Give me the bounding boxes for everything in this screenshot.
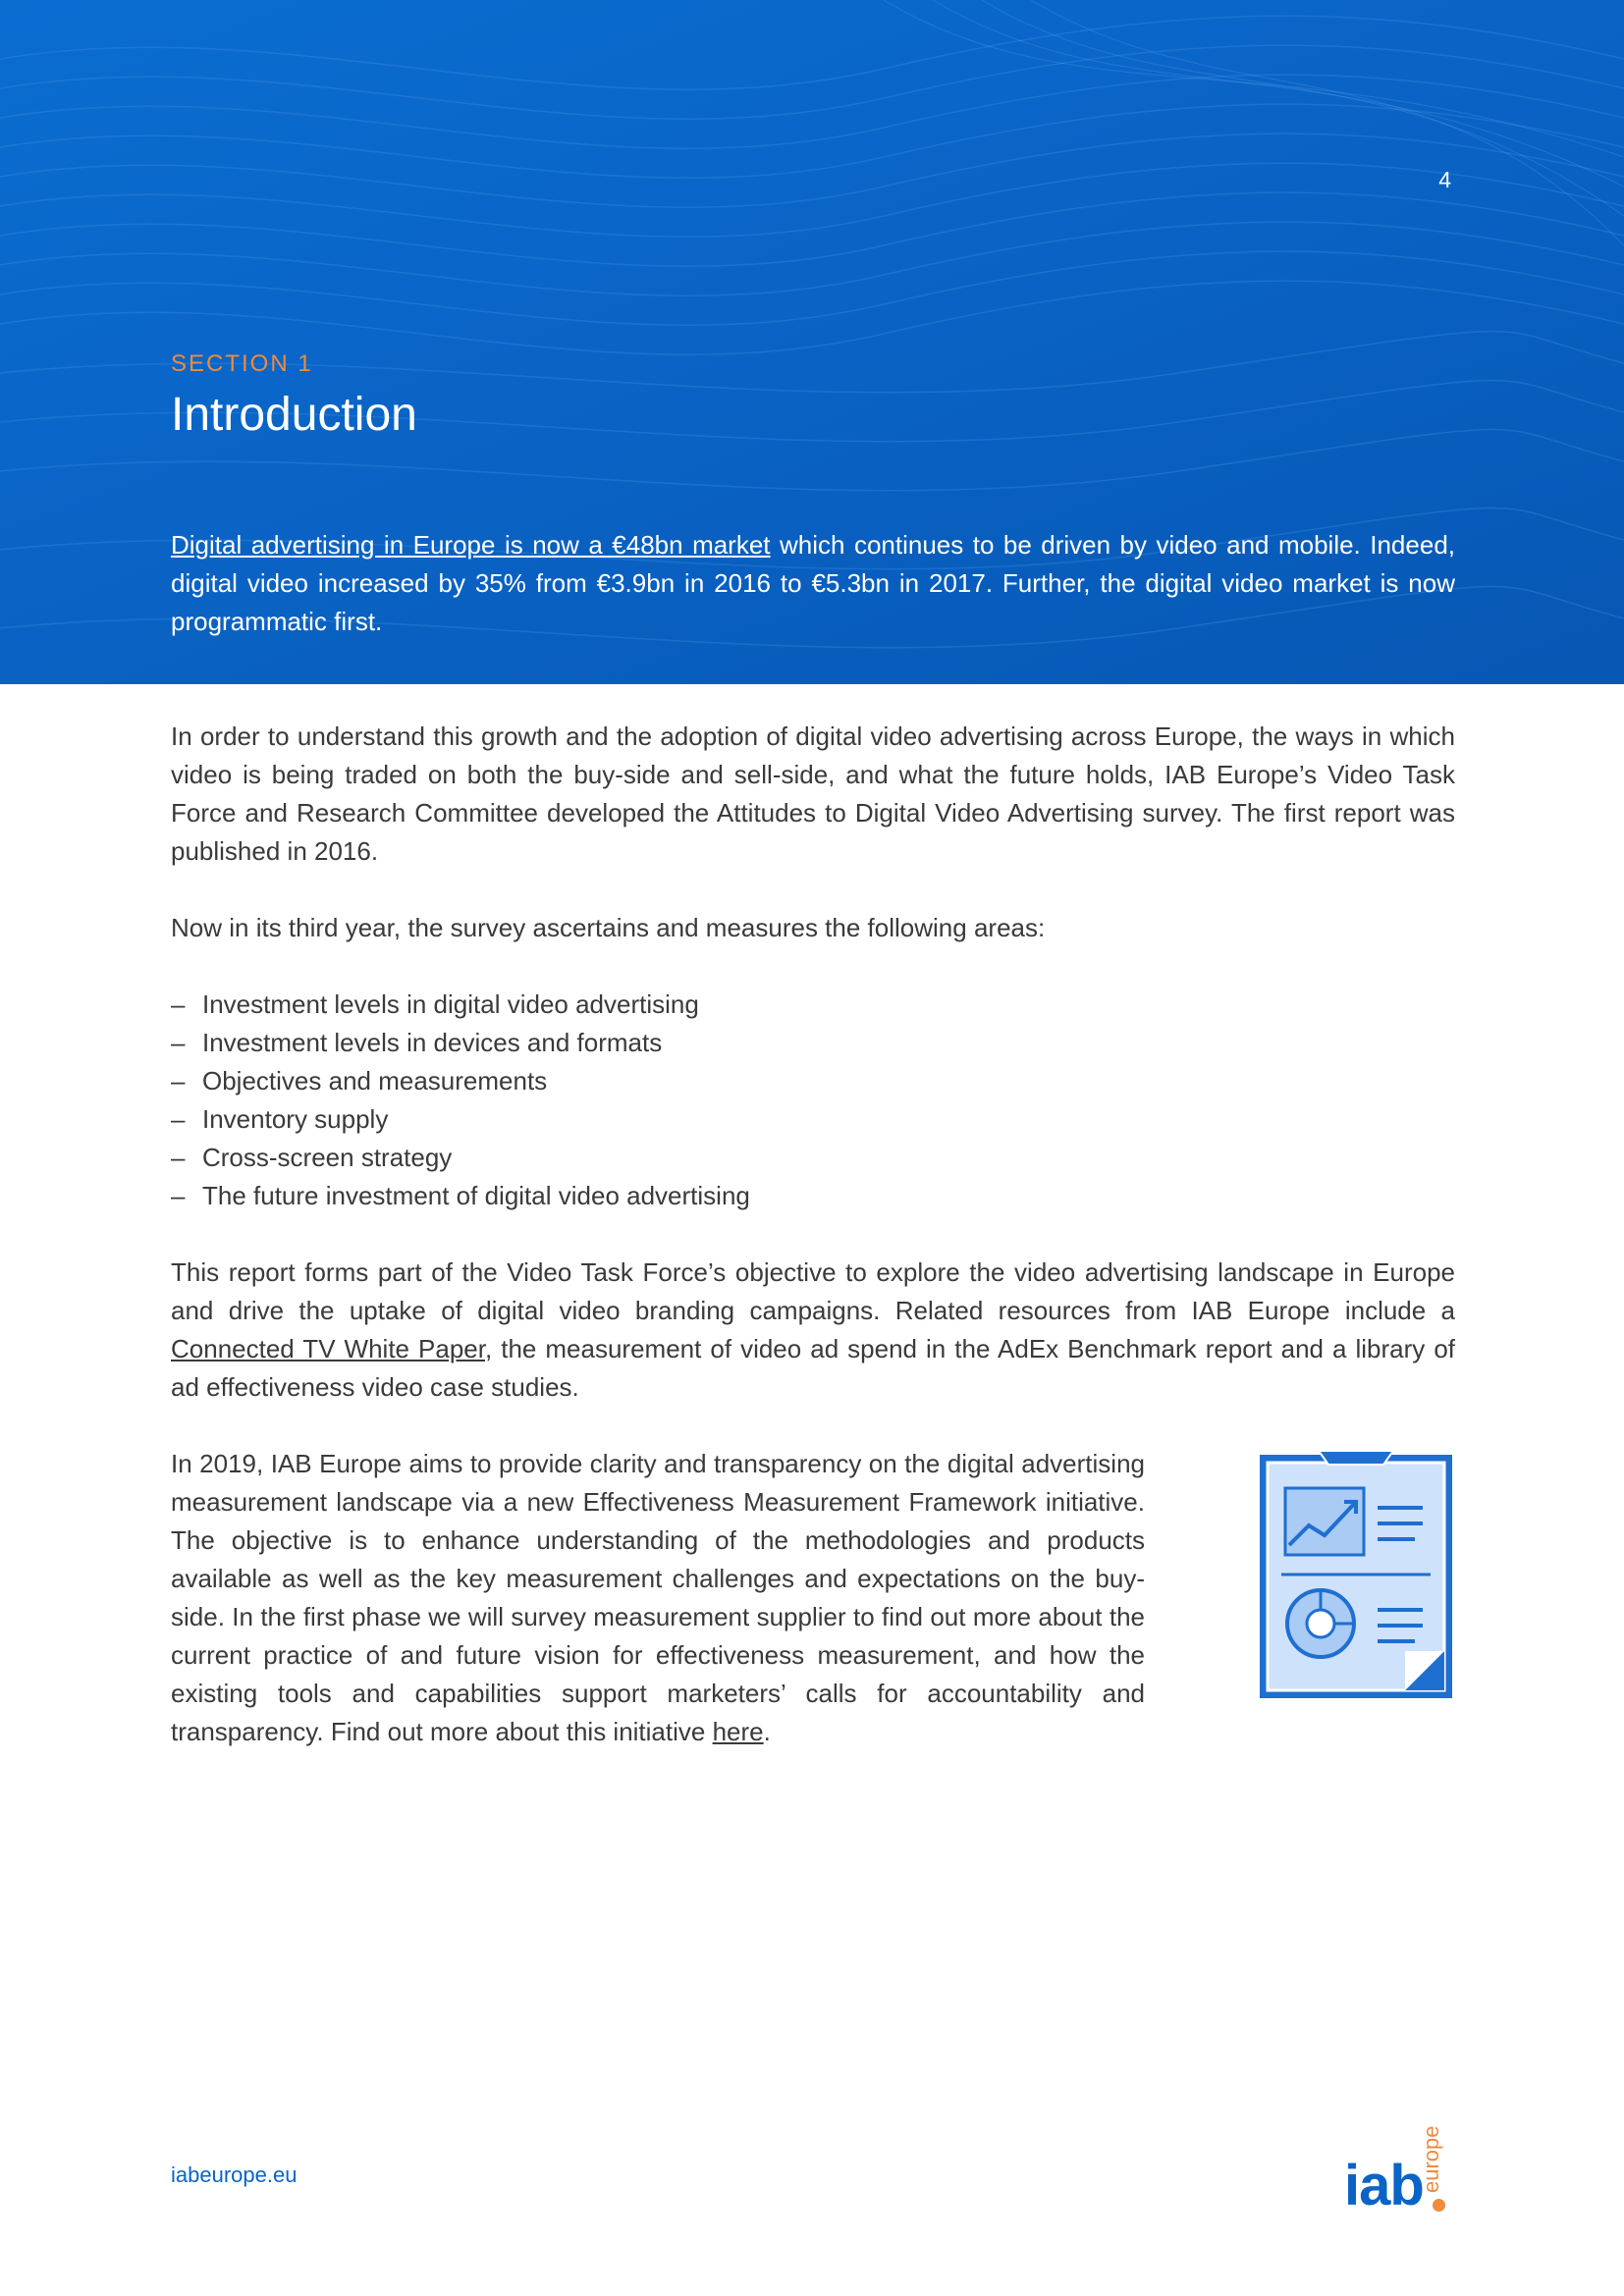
bullet-dash: – (171, 1066, 186, 1095)
initiative-text-after: . (763, 1717, 771, 1746)
list-item-text: Investment levels in digital video advertising (202, 989, 699, 1019)
bullet-dash: – (171, 989, 186, 1019)
logo-europe-text: europe (1419, 2125, 1443, 2193)
market-size-link[interactable]: Digital advertising in Europe is now a €48bn market (171, 530, 771, 560)
list-item-text: Inventory supply (202, 1104, 389, 1134)
resources-text-before: This report forms part of the Video Task Force’s objective to explore the video advertising landscape in Europe and drive the uptake of digital video branding campaigns. Related resources from IAB Europe include a (171, 1257, 1455, 1325)
lead-text: which continues to be driven by video and mobile. Indeed, digital video increased by 35% from €3.9bn in 2016 to €5.3bn in 2017. Further, the digital video market is now programmatic first. (171, 530, 1455, 636)
bullet-dash: – (171, 1181, 186, 1210)
bullet-dash: – (171, 1104, 186, 1134)
bullet-dash: – (171, 1143, 186, 1172)
list-item-text: Investment levels in devices and formats (202, 1028, 663, 1057)
lead-paragraph (171, 526, 1455, 641)
logo-dot-icon (1433, 2199, 1445, 2212)
logo-iab-text: iab (1344, 2154, 1424, 2217)
list-item (171, 1139, 1055, 1177)
page-title: Introduction (171, 389, 417, 441)
areas-intro-paragraph: Now in its third year, the survey ascertains and measures the following areas: (171, 913, 1046, 942)
section-label: SECTION 1 (171, 350, 313, 377)
page-number: 4 (1438, 167, 1451, 192)
initiative-here-link[interactable]: here (712, 1717, 764, 1746)
list-item (171, 1100, 1055, 1139)
resources-text-after: , the measurement of video ad spend in the AdEx Benchmark report and a library of ad effectiveness video case studies. (171, 1334, 1455, 1402)
header-banner (0, 0, 1624, 684)
clipboard-report-icon (1258, 1449, 1454, 1702)
initiative-text-before: In 2019, IAB Europe aims to provide clarity and transparency on the digital advertising measurement landscape via a new Effectiveness Measurement Framework initiative. The objective is to enhance understanding of the methodologies and products available as well as the key measurement challenges and expectations on the buy-side. In the first phase we will survey measurement supplier to find out more about the current practice of and future vision for effectiveness measurement, and how the existing tools and capabilities support marketers’ calls for accountability and transparency. Find out more about this initiative (171, 1449, 1145, 1746)
intro-paragraph: In order to understand this growth and the adoption of digital video advertising across Europe, the ways in which video is being traded on both the buy-side and sell-side, and what the future holds, IAB Europe’s Video Task Force and Research Committee developed the Attitudes to Digital Video Advertising survey. The first report was published in 2016. (171, 721, 1455, 866)
bullet-dash: – (171, 1028, 186, 1057)
list-item (171, 1062, 1055, 1100)
iab-europe-logo (1340, 2120, 1458, 2218)
survey-areas-list (171, 986, 1055, 1215)
list-item (171, 986, 1055, 1024)
initiative-paragraph (171, 1445, 1145, 1751)
footer-website-link[interactable]: iabeurope.eu (171, 2163, 298, 2187)
list-item (171, 1177, 1055, 1215)
connected-tv-white-paper-link[interactable]: Connected TV White Paper (171, 1334, 485, 1363)
list-item-text: Objectives and measurements (202, 1066, 548, 1095)
list-item-text: The future investment of digital video advertising (202, 1181, 750, 1210)
resources-paragraph (171, 1254, 1455, 1407)
list-item-text: Cross-screen strategy (202, 1143, 453, 1172)
list-item (171, 1024, 1055, 1062)
